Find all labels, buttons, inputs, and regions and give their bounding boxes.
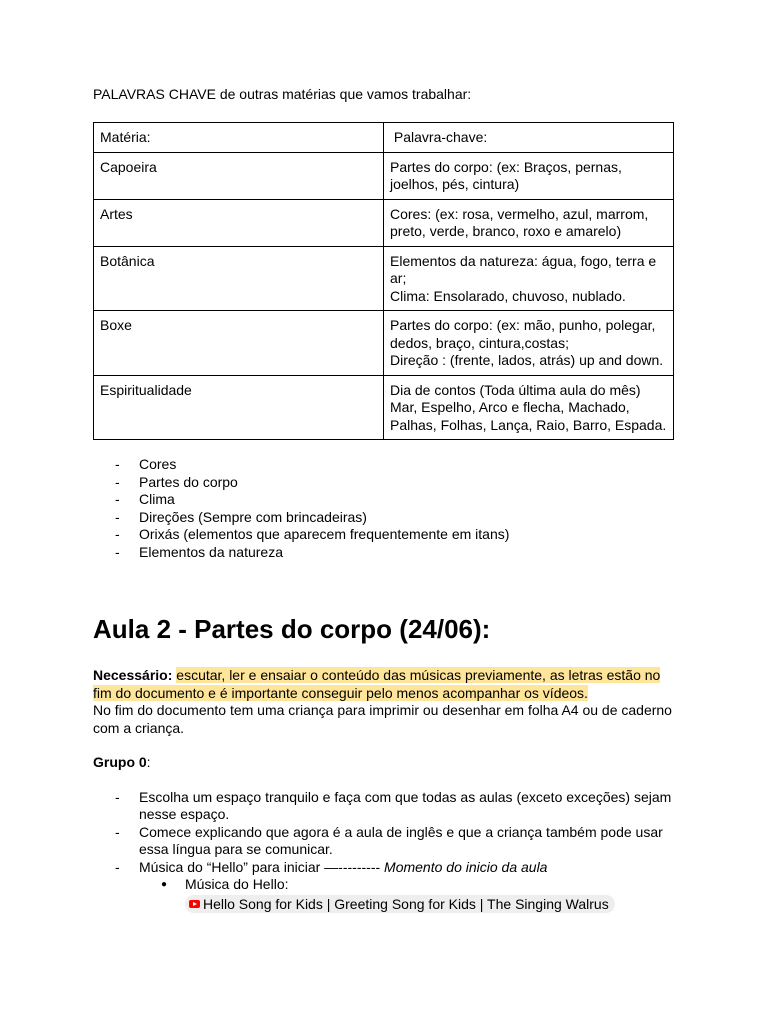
table-row xyxy=(94,152,674,199)
table-row xyxy=(94,375,674,440)
table-cell-keywords: Partes do corpo: (ex: Braços, pernas, joelhos, pés, cintura) xyxy=(384,152,674,199)
table-header-subject: Matéria: xyxy=(94,123,384,153)
keywords-table xyxy=(93,122,674,440)
list-item: - Cores xyxy=(93,456,673,474)
table-row xyxy=(94,199,674,246)
list-item: - Orixás (elementos que aparecem frequentemente em itans) xyxy=(93,526,673,544)
list-item: ● Música do Hello: xyxy=(93,876,673,894)
table-cell-keywords: Cores: (ex: rosa, vermelho, azul, marrom, preto, verde, branco, roxo e amarelo) xyxy=(384,199,674,246)
intro-text: PALAVRAS CHAVE de outras matérias que vamos trabalhar: xyxy=(93,86,472,102)
table-cell-subject: Artes xyxy=(94,199,384,246)
table-cell-subject: Espiritualidade xyxy=(94,375,384,440)
table-row xyxy=(94,246,674,311)
table-cell-keywords: Dia de contos (Toda última aula do mês) Mar, Espelho, Arco e flecha, Machado, Palhas, Folhas, Lança, Raio, Barro, Espada. xyxy=(384,375,674,440)
print-note: No fim do documento tem uma criança para imprimir ou desenhar em folha A4 ou de caderno com a criança. xyxy=(93,702,672,736)
needed-highlight: escutar, ler e ensaiar o conteúdo das músicas previamente, as letras estão no fim do documento e é importante conseguir pelo menos acompanhar os vídeos. xyxy=(93,667,661,701)
table-cell-subject: Botânica xyxy=(94,246,384,311)
table-row xyxy=(94,311,674,376)
table-header-keywords: Palavra-chave: xyxy=(384,123,674,153)
list-item: - Música do “Hello” para iniciar —--------- Momento do inicio da aula xyxy=(93,859,673,877)
list-item: - Comece explicando que agora é a aula de inglês e que a criança também pode usar essa língua para se comunicar. xyxy=(93,824,673,859)
steps-list xyxy=(93,789,673,877)
list-item: - Partes do corpo xyxy=(93,474,673,492)
video-link-row xyxy=(93,895,673,914)
document-page xyxy=(93,86,673,913)
lesson-title: Aula 2 - Partes do corpo (24/06): xyxy=(93,614,491,644)
video-link-label: Hello Song for Kids | Greeting Song for Kids | The Singing Walrus xyxy=(203,895,609,912)
list-item: - Clima xyxy=(93,491,673,509)
table-cell-subject: Boxe xyxy=(94,311,384,376)
video-link-chip[interactable] xyxy=(185,895,615,913)
topics-list xyxy=(93,456,673,561)
table-header-row xyxy=(94,123,674,153)
list-item: - Direções (Sempre com brincadeiras) xyxy=(93,509,673,527)
group-heading: Grupo 0: xyxy=(93,754,151,770)
needed-paragraph xyxy=(93,667,673,702)
table-cell-keywords: Elementos da natureza: água, fogo, terra e ar; Clima: Ensolarado, chuvoso, nublado. xyxy=(384,246,674,311)
table-cell-keywords: Partes do corpo: (ex: mão, punho, polegar, dedos, braço, cintura,costas; Direção : (frente, lados, atrás) up and down. xyxy=(384,311,674,376)
table-cell-subject: Capoeira xyxy=(94,152,384,199)
youtube-icon xyxy=(189,900,200,908)
needed-label: Necessário: xyxy=(93,667,173,683)
list-item: - Escolha um espaço tranquilo e faça com que todas as aulas (exceto exceções) sejam nesse espaço. xyxy=(93,789,673,824)
list-item: - Elementos da natureza xyxy=(93,544,673,562)
hello-sublist xyxy=(93,876,673,894)
